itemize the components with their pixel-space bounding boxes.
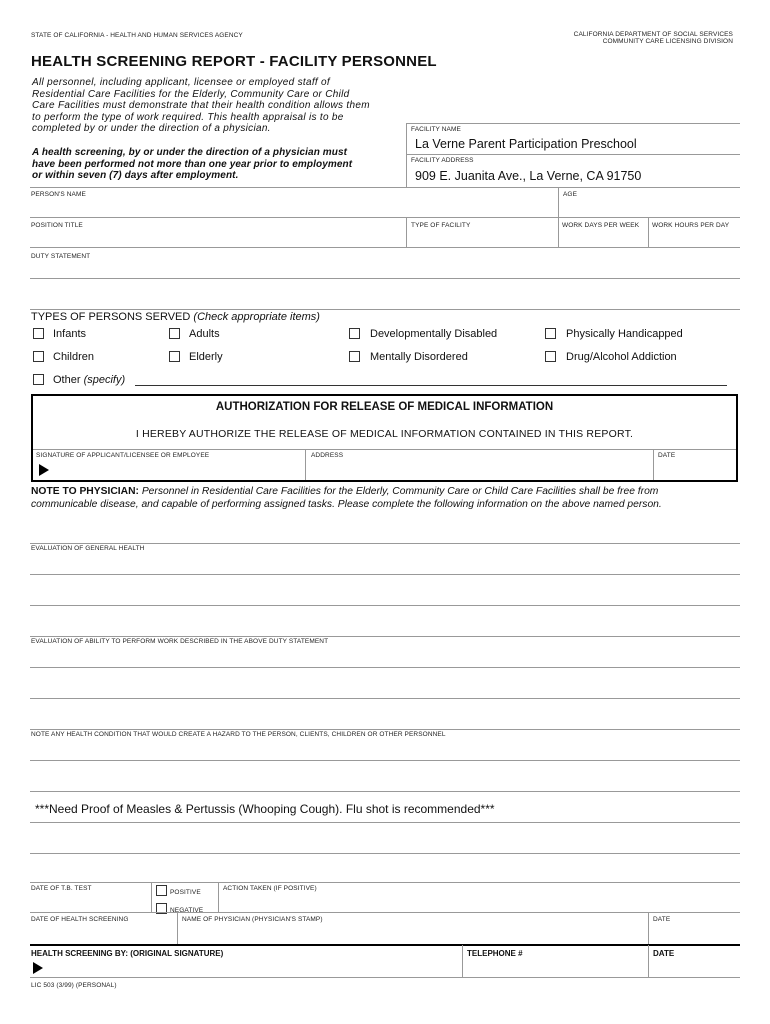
note-to-physician — [31, 485, 746, 511]
developmentally-disabled-checkbox[interactable] — [349, 328, 360, 339]
divider — [30, 729, 740, 730]
sign-here-arrow-icon — [39, 464, 49, 476]
divider — [648, 945, 649, 977]
divider — [151, 882, 152, 912]
work-days-label: WORK DAYS PER WEEK — [562, 222, 640, 229]
intro-line: All personnel, including applicant, licensee or employed staff of — [32, 77, 330, 88]
adults-label: Adults — [189, 328, 220, 340]
divider — [30, 912, 740, 913]
other-specify-text: (specify) — [83, 374, 126, 386]
intro-bold-line: A health screening, by or under the direction of a physician must — [32, 147, 348, 158]
note-label: NOTE TO PHYSICIAN: — [31, 486, 139, 497]
mentally-disordered-checkbox[interactable] — [349, 351, 360, 362]
screening-date-label: DATE OF HEALTH SCREENING — [31, 916, 129, 923]
divider — [30, 574, 740, 575]
agency-right-line2: COMMUNITY CARE LICENSING DIVISION — [602, 38, 733, 45]
positive-label: POSITIVE — [170, 889, 201, 896]
intro-bold-line: or within seven (7) days after employment. — [32, 170, 239, 181]
drug-alcohol-checkbox[interactable] — [545, 351, 556, 362]
elderly-label: Elderly — [189, 351, 223, 363]
action-taken-label: ACTION TAKEN (IF POSITIVE) — [223, 885, 317, 892]
intro-line: completed by or under the direction of a physician. — [32, 123, 271, 134]
children-label: Children — [53, 351, 94, 363]
work-hours-label: WORK HOURS PER DAY — [652, 222, 730, 229]
divider — [30, 853, 740, 854]
auth-address-label: ADDRESS — [311, 452, 344, 459]
positive-checkbox[interactable] — [156, 885, 167, 896]
divider — [33, 449, 736, 450]
other-checkbox[interactable] — [33, 374, 44, 385]
drug-alcohol-label: Drug/Alcohol Addiction — [566, 351, 677, 363]
other-label — [53, 374, 125, 386]
signature-label: SIGNATURE OF APPLICANT/LICENSEE OR EMPLOYEE — [36, 452, 210, 459]
divider — [30, 187, 740, 188]
persons-name-label: PERSON'S NAME — [31, 191, 86, 198]
measles-pertussis-note: ***Need Proof of Measles & Pertussis (Whooping Cough). Flu shot is recommended*** — [35, 802, 495, 816]
facility-address-value[interactable]: 909 E. Juanita Ave., La Verne, CA 91750 — [415, 169, 642, 183]
divider — [648, 217, 649, 247]
divider — [406, 217, 407, 247]
age-label: AGE — [563, 191, 578, 198]
persons-served-heading — [31, 311, 320, 323]
authorization-title: AUTHORIZATION FOR RELEASE OF MEDICAL INFORMATION — [215, 401, 554, 413]
divider — [30, 944, 740, 946]
physician-date-label: DATE — [653, 916, 671, 923]
intro-line: to perform the type of work required. This health appraisal is to be — [32, 111, 344, 123]
divider — [30, 543, 740, 544]
intro-text — [32, 77, 412, 135]
divider — [30, 636, 740, 637]
facility-name-label: FACILITY NAME — [411, 126, 461, 133]
mentally-disordered-label: Mentally Disordered — [370, 351, 468, 363]
divider — [30, 882, 740, 883]
facility-name-value[interactable]: La Verne Parent Participation Preschool — [415, 137, 637, 151]
divider — [648, 912, 649, 944]
adults-checkbox[interactable] — [169, 328, 180, 339]
divider — [406, 154, 740, 155]
intro-line: Care Facilities must demonstrate that their health condition allows them — [32, 100, 370, 111]
page-title: HEALTH SCREENING REPORT - FACILITY PERSONNEL — [31, 53, 437, 70]
hazard-label: NOTE ANY HEALTH CONDITION THAT WOULD CREATE A HAZARD TO THE PERSON, CLIENTS, CHILDREN OR OTHER PERSONNEL — [31, 731, 446, 738]
intro-bold-text — [32, 147, 412, 182]
note-text-2: communicable disease, and capable of performing assigned tasks. Please complete the following information on the above named person. — [31, 499, 662, 510]
telephone-label: TELEPHONE # — [467, 949, 523, 958]
elderly-checkbox[interactable] — [169, 351, 180, 362]
facility-type-label: TYPE OF FACILITY — [411, 222, 471, 229]
divider — [305, 449, 306, 480]
footer-date-label: DATE — [653, 949, 675, 958]
authorization-statement: I HEREBY AUTHORIZE THE RELEASE OF MEDICAL INFORMATION CONTAINED IN THIS REPORT. — [135, 428, 634, 440]
intro-line: Residential Care Facilities for the Elderly, Community Care or Child — [32, 88, 350, 100]
duty-statement-label: DUTY STATEMENT — [31, 253, 91, 260]
divider — [30, 309, 740, 310]
divider — [653, 449, 654, 480]
tb-date-label: DATE OF T.B. TEST — [31, 885, 92, 892]
developmentally-disabled-label: Developmentally Disabled — [370, 328, 498, 340]
divider — [462, 945, 463, 977]
divider — [406, 123, 740, 124]
divider — [30, 822, 740, 823]
auth-date-label: DATE — [658, 452, 676, 459]
intro-bold-line: have been performed not more than one year prior to employment — [32, 158, 353, 170]
position-title-label: POSITION TITLE — [31, 222, 83, 229]
agency-right — [574, 31, 733, 45]
physically-handicapped-label: Physically Handicapped — [566, 328, 683, 340]
physically-handicapped-checkbox[interactable] — [545, 328, 556, 339]
agency-right-line1: CALIFORNIA DEPARTMENT OF SOCIAL SERVICES — [573, 31, 733, 38]
divider — [30, 278, 740, 279]
health-screening-by-label: HEALTH SCREENING BY: (ORIGINAL SIGNATURE) — [31, 949, 224, 958]
persons-served-note: (Check appropriate items) — [193, 311, 320, 323]
general-health-label: EVALUATION OF GENERAL HEALTH — [31, 545, 145, 552]
infants-label: Infants — [53, 328, 87, 340]
divider — [30, 605, 740, 606]
divider — [30, 247, 740, 248]
note-text-1: Personnel in Residential Care Facilities for the Elderly, Community Care or Child Care Facilities shall be free from — [141, 486, 659, 497]
physician-name-label: NAME OF PHYSICIAN (PHYSICIAN'S STAMP) — [182, 916, 323, 923]
divider — [30, 667, 740, 668]
divider — [30, 791, 740, 792]
divider — [30, 977, 740, 978]
divider — [30, 760, 740, 761]
sign-here-arrow-icon — [33, 962, 43, 974]
facility-address-label: FACILITY ADDRESS — [411, 157, 474, 164]
infants-checkbox[interactable] — [33, 328, 44, 339]
negative-label: NEGATIVE — [170, 907, 204, 914]
agency-left: STATE OF CALIFORNIA - HEALTH AND HUMAN SERVICES AGENCY — [31, 32, 243, 39]
divider — [30, 698, 740, 699]
divider — [218, 882, 219, 912]
other-specify-input[interactable] — [135, 385, 727, 386]
form-id: LIC 503 (3/99) (PERSONAL) — [31, 982, 117, 989]
children-checkbox[interactable] — [33, 351, 44, 362]
persons-served-title: TYPES OF PERSONS SERVED — [31, 311, 191, 323]
divider — [406, 123, 407, 188]
ability-label: EVALUATION OF ABILITY TO PERFORM WORK DESCRIBED IN THE ABOVE DUTY STATEMENT — [31, 638, 329, 645]
divider — [30, 217, 740, 218]
authorization-box — [31, 394, 738, 482]
divider — [177, 912, 178, 944]
other-text: Other — [53, 374, 81, 386]
